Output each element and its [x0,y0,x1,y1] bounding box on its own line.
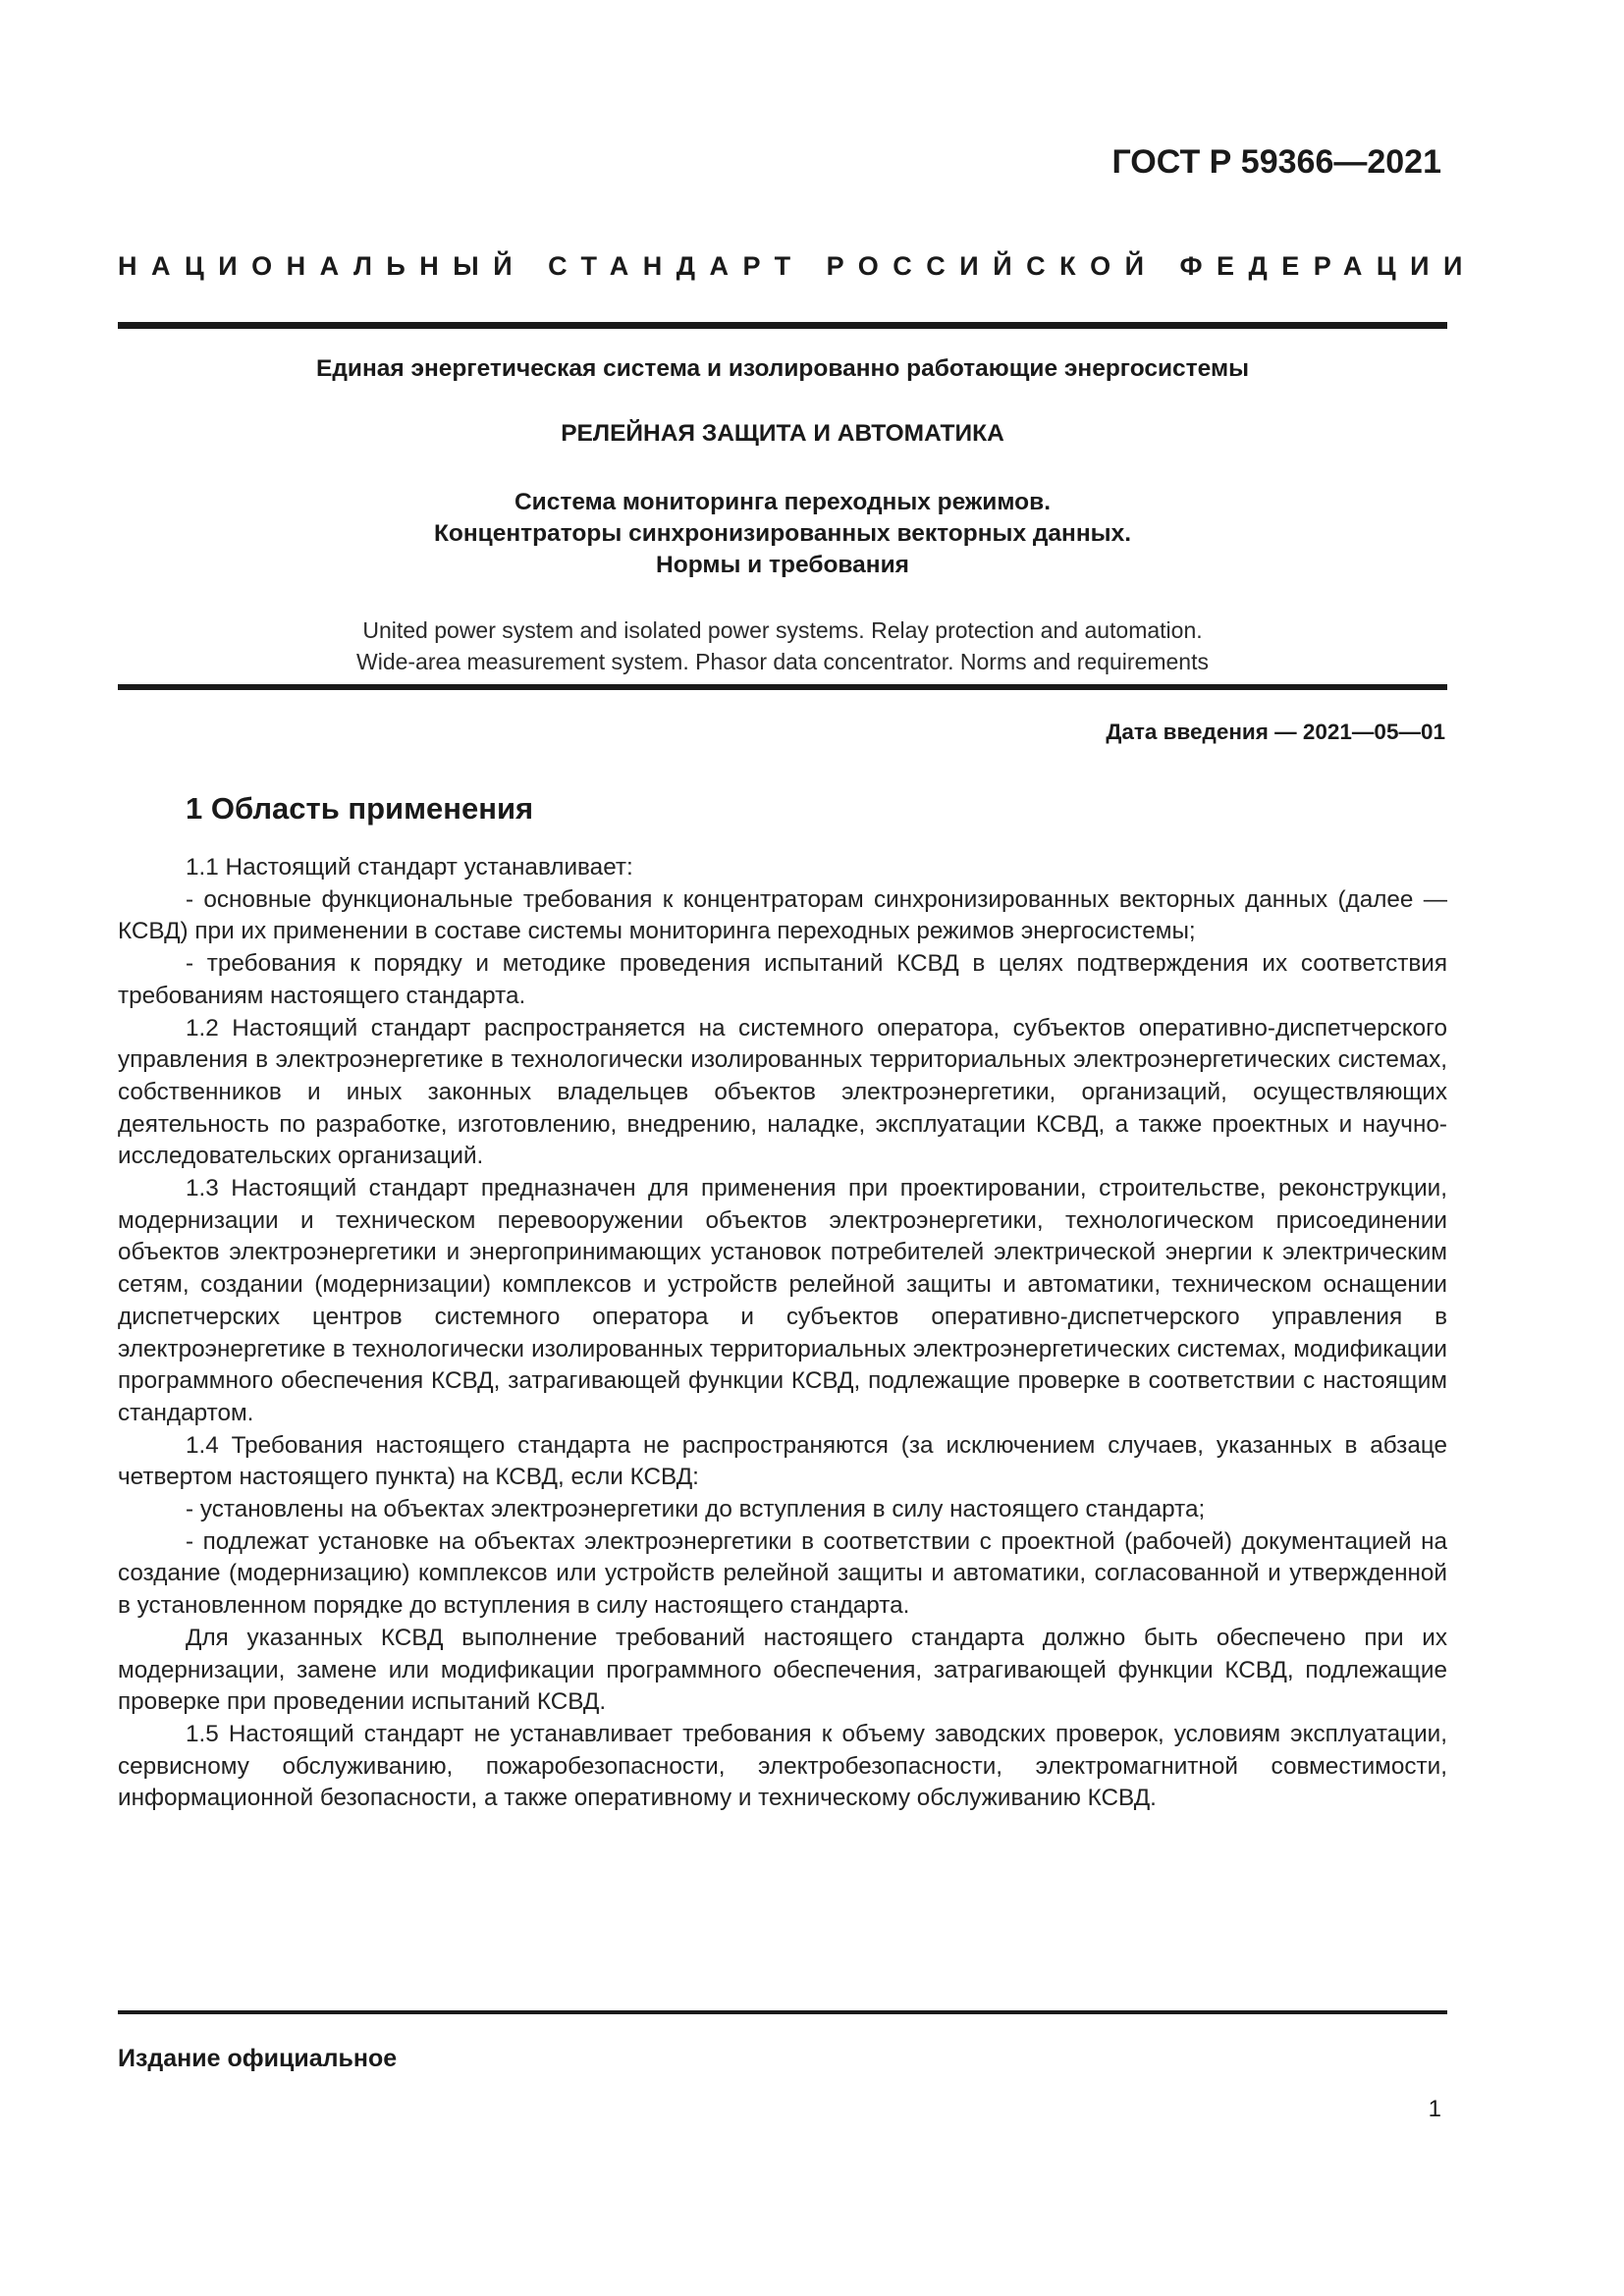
page-number: 1 [1428,2096,1441,2122]
paragraph: 1.2 Настоящий стандарт распространяется на системного оператора, субъектов оперативно-диспетчерского управления в электроэнергетике в технологически изолированных территориальных электроэнергетических системах, собственников и иных законных владельцев объектов электроэнергетики, организаций, осуществляющих деятельность по разработке, изготовлению, внедрению, наладке, эксплуатации КСВД, а также проектных и научно-исследовательских организаций. [118,1014,1447,1170]
bottom-divider [118,2010,1447,2014]
official-edition-label: Издание официальное [118,2045,398,2072]
section-heading: 1 Область применения [186,791,534,826]
document-subtitle: Единая энергетическая система и изолированно работающие энергосистемы [316,355,1249,382]
paragraph: - подлежат установке на объектах электроэнергетики в соответствии с проектной (рабочей) документацией на создание (модернизацию) комплексов или устройств релейной защиты и автоматики, согласованной и утвержденной в установленном порядке до вступления в силу настоящего стандарта. [118,1527,1447,1620]
english-title-line: Wide-area measurement system. Phasor data concentrator. Norms and requirements [356,649,1209,674]
paragraph: 1.3 Настоящий стандарт предназначен для применения при проектировании, строительстве, реконструкции, модернизации и техническом перевооружении объектов электроэнергетики, технологическом присоединении объектов электроэнергетики и энергопринимающих установок потребителей электрической энергии к электрическим сетям, создании (модернизации) комплексов и устройств релейной защиты и автоматики, техническом оснащении диспетчерских центров системного оператора и субъектов оперативно-диспетчерского управления в электроэнергетике в технологически изолированных территориальных электроэнергетических системах, модификации программного обеспечения КСВД, затрагивающей функции КСВД, подлежащие проверке в соответствии с настоящим стандартом. [118,1175,1447,1426]
middle-divider [118,684,1447,690]
section-title: РЕЛЕЙНАЯ ЗАЩИТА И АВТОМАТИКА [561,420,1004,447]
english-title-line: United power system and isolated power systems. Relay protection and automation. [362,617,1203,643]
document-number: ГОСТ Р 59366—2021 [1111,143,1441,181]
paragraph: 1.1 Настоящий стандарт устанавливает: [186,854,633,881]
introduction-date: Дата введения — 2021—05—01 [1106,720,1445,744]
paragraph: - требования к порядку и методике проведения испытаний КСВД в целях подтверждения их соответствия требованиям настоящего стандарта. [118,950,1447,1009]
top-divider [118,322,1447,329]
main-title [118,487,1447,581]
body-text [118,852,1447,1815]
paragraph: - основные функциональные требования к концентраторам синхронизированных векторных данных (далее — КСВД) при их применении в составе системы мониторинга переходных режимов энергосистемы; [118,885,1447,945]
main-title-line: Нормы и требования [656,552,909,578]
paragraph: 1.4 Требования настоящего стандарта не распространяются (за исключением случаев, указанных в абзаце четвертом настоящего пункта) на КСВД, если КСВД: [118,1431,1447,1491]
main-title-line: Концентраторы синхронизированных векторных данных. [433,520,1132,547]
english-title [118,614,1447,677]
paragraph: 1.5 Настоящий стандарт не устанавливает требования к объему заводских проверок, условиям эксплуатации, сервисному обслуживанию, пожаробезопасности, электробезопасности, электромагнитной совместимости, информационной безопасности, а также оперативному и техническому обслуживанию КСВД. [118,1720,1447,1812]
standard-banner: НАЦИОНАЛЬНЫЙ СТАНДАРТ РОССИЙСКОЙ ФЕДЕРАЦИИ [118,251,1477,281]
paragraph: Для указанных КСВД выполнение требований настоящего стандарта должно быть обеспечено при их модернизации, замене или модификации программного обеспечения, затрагивающей функции КСВД, подлежащие проверке при проведении испытаний КСВД. [118,1624,1447,1716]
paragraph: - установлены на объектах электроэнергетики до вступления в силу настоящего стандарта; [186,1496,1206,1523]
main-title-line: Система мониторинга переходных режимов. [514,489,1052,515]
